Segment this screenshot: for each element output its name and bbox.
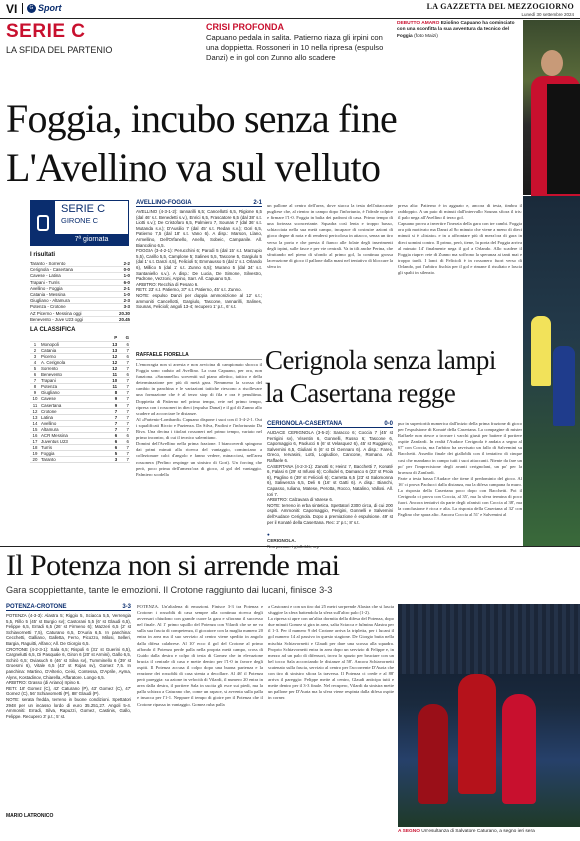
standings-games: 7 (118, 457, 130, 463)
standings-games: 7 (118, 426, 130, 432)
potenza-col1: POTENZA. Un'altalena di emozioni. Finisce 3-3 tra Potenza e Crotone: i rossoblù di casa sempre alla continua ricerca degli avversari chiudono con grande cuore la gara e sfiorano il successo nel finale. Al 1' primo squillo del Potenza con Vilardi che se ne va sulla sua fascia di competenza, il giocatore con la maglia numero 20 entra in area ma il suo servizio al centro viene spedito in angolo dalla difesa calabrese. Al 10' ecco il gol del Crotone al primo affondo il Potenza perde palla nella propria metà campo, cross di Guido dalla destra e colpo di testa di Gomez che in elevazione brucia il centrale di casa e mette dentro per l'1-0 in favore degli ospiti. Il Potenza accusa il colpo dopo una buona partenza e la reazione dei rossoblù di casa stenta a decollare. Al 46' il Potenza però pareggia: su azione in velocità di Vilardi, il numero 20 entra in area dalla destra, il portiere Sala in uscita gli esce sui piedi, ma la palla schizza a Caturano che, come un rapace, si avventa sulla palla e insacca per l'1-1. Neppure il tempo di gioire per il Potenza che il Crotone ripassa in vantaggio. Gomez ruba palla (137, 604, 263, 707)
cerignola-lead (267, 526, 393, 544)
standings-games: 7 (118, 347, 130, 353)
standings-pts: 6 (103, 445, 118, 451)
standings-games: 7 (118, 445, 130, 451)
kicker-text: Capuano pedala in salita. Patierno riaza gli irpini con una doppietta. Rossoneri in 10 nella ripresa (espulso Danzi) e in gol con Zunno allo scadere (206, 33, 384, 62)
result-score: 2-3 (123, 298, 130, 304)
sport-label: Sport (38, 3, 62, 13)
standings-team: Catania (40, 347, 103, 353)
standings-pos: 17 (30, 439, 40, 445)
result-score: 2-1 (123, 285, 130, 291)
standings-games: 7 (118, 408, 130, 414)
photo-coach (523, 20, 580, 195)
standings-label: LA CLASSIFICA (30, 327, 76, 333)
avellino-box-title: AVELLINO-FOGGIA (136, 200, 192, 206)
result-score: 2-2 (123, 261, 130, 266)
standings-games: 7 (118, 365, 130, 371)
potenza-subheadline: Gara scoppiettante, tante le emozioni. Il Crotone raggiunto dai lucani, finisce 3-3 (6, 585, 333, 595)
standings-pts: 12 (103, 353, 118, 359)
debut-caption-text: Eziolino Capuano ha cominciato con una sconfitta la sua avventura da tecnico del Foggia (397, 21, 515, 39)
standings-team: Avellino (40, 420, 103, 426)
photo-coach-head (541, 50, 563, 76)
standings-team: Turris (40, 445, 103, 451)
cerignola-box-score: 0-0 (384, 421, 393, 427)
standings-pts: 5 (103, 451, 118, 457)
standings-team: Crotone (40, 408, 103, 414)
standings-games: 7 (118, 420, 130, 426)
standings-row (30, 457, 130, 463)
logo-mark (37, 215, 49, 231)
standings-pts: 9 (103, 396, 118, 402)
debut-caption-label: DEBUTTO AMARO (397, 21, 440, 26)
cerignola-headline2: la Casertana regge (265, 378, 456, 408)
sport-logo-icon: G (27, 4, 36, 13)
result-match: Avellino - Foggia (30, 285, 63, 291)
potenza-box-score: 3-3 (122, 604, 131, 610)
results-list (30, 261, 130, 323)
standings-games: 7 (118, 402, 130, 408)
standings-pts: 11 (103, 372, 118, 378)
standings-team: Foggia (40, 451, 103, 457)
standings-table-wrap (30, 335, 130, 463)
standings-team: Picerno (40, 353, 103, 359)
standings-table (30, 335, 130, 463)
potenza-box-header (6, 604, 131, 611)
standings-team: Potenza (40, 384, 103, 390)
standings-pos: 2 (30, 347, 40, 353)
kicker-label: CRISI PROFONDA (206, 22, 285, 32)
section-divider (0, 546, 580, 547)
result-score: 6-0 (123, 279, 130, 285)
standings-games: 7 (118, 384, 130, 390)
serie-c-logo-icon (31, 201, 55, 245)
standings-pts: 13 (103, 341, 118, 347)
sport-logo (27, 3, 62, 13)
result-score: 20.45 (119, 316, 130, 322)
photo-caturano-player-3 (418, 704, 448, 804)
photo-caturano-player-1 (458, 674, 496, 794)
standings-pos: 1 (30, 341, 40, 347)
avellino-author-rule (136, 359, 262, 360)
photo-match (523, 196, 580, 546)
standings-pos: 7 (30, 378, 40, 384)
standings-games: 7 (118, 451, 130, 457)
standings-pts: 11 (103, 384, 118, 390)
potenza-box-text: POTENZA (4-3-3): Alastra 5; Riggio 5, Sciacca 5,5, Verrengia 5,5, Rillo 5 (45' st Burgio sv); Castorani 5,5 (6' st Glaudi 6,5), Felippe 6,5, Erradi 6,5 (26' st Firmeno 6); Mazzeri 6,5 (2' st Schiavornetti 7,5), Caturano 6,5, D'Auria 6,5. In panchina: Cecchetti, Galliano, Galletta, Ferro, Picozzo, Milosi, Selleri, Bargia, Raguitti, Alfano; All. De Giorgio 6,5. CROTONE (4-2-3-1): Sala 6,5; Rispoli 6 (31' st Guerini 6,5), Cargnelutti 6,5, Di Pasquale 6, Giron 6 (20' st Armini), Gallo 6,5, Schirò 6,5; Oviasuch 6 (46' st Silva sv), Tumminello 6 (39' st Groesmi 6), Vitale 6,5 (43' st Rojas sv), Gomez 7,5. In panchina: Martino, D'Alterio, Ceisi, Contessa, D'Aprile, Ayma, Alyns, Kostadinov, Chiarella, Affaratore. Longo 6,5. ARBITRO: Grasso (di Ariano) Irpino 6. RETI: 18' Gomez (C), 42' Caturano (P), 43' Gomez (C), 47' Gomez (C), 56' Schiavornetti (P), 88' Glaudi (P). NOTE: serata fredda, terreno in buone condizioni. Spettatori 2948 per un incasso lordo di euro 35.251,27. Angoli 5-4. Ammoniti: Erradi, Silva, Rapuzzi, Gomez, Castinis, Gallo, Felippe. Recupero 3' p.t.; 5' st. (6, 613, 131, 719)
photo-caturano-player-2 (502, 694, 536, 804)
photo-caturano-crowd (398, 604, 580, 674)
standings-games: 6 (118, 439, 130, 445)
photo-caturano (398, 604, 580, 827)
round-badge: 7ª giornata (55, 234, 128, 245)
potenza-author: MARIO LATRONICO (6, 813, 54, 819)
standings-pos: 14 (30, 420, 40, 426)
standings-team: Juventus U23 (40, 439, 103, 445)
cerignola-box-text: AUDACE CERIGNOLA (3-5-2): Saracco 6; Coccia 7 (45' st Ferrigini sv), Visentin 6, Gonnelli, Russo 6; Tascone 6, Capomaggio 6, Paolucci 6 (6' st Velasquez 6), 45' st Ruggiero), Salvemini 6,5, Giuliani 6 (6' st Di Gennaro 6). A disp.: Fares, Greco, Iervasini, Lotti, Logiudice, Cancone, Romano. All. Raffaele 6. CASERTANA (4-2-3-1): Zanotti 6; Heinz 7, Bacchetti 7, Konaté 6, Falasi 6 (29' st Infussi 6); Collodel 6, Damasco 6 (23' st Proia 6), Paglino 6 (39' st Felicioli 6); Carretta 6,5 (23' st Salomonna 6), Saliwenza 6,5, Deli 6 (16' st Gatti 6). A disp.: Bianchi, Capasso, Iuliano, Matese, Perotta, Rocco, Natalino, Vallosi. All. Iori 7. ARBITRO: Calzavara di Varese 6. NOTE: terreno in erba sintetica. Spettatori 2300 circa, di cui 200 ospiti. Ammoniti: Capomaggio, Perigini, Gonnelli e Salvemini dell'Audace Cerignola. Dopo a premiazione è espulsione. 49' st per il Konaté della Casertana. Rec: 2' p.t.; 8' s.t. (267, 430, 393, 525)
photo-caption-text: Un'esultanza di Salvatore Caturano, a segno ieri sera (421, 829, 535, 834)
standings-games: 6 (118, 353, 130, 359)
potenza-box-title: POTENZA-CROTONE (6, 604, 67, 610)
standings-games: 7 (118, 390, 130, 396)
cerignola-box-title: CERIGNOLA-CASERTANA (267, 421, 343, 427)
photo-player-2 (553, 346, 575, 426)
cerignola-box-header (267, 421, 393, 428)
standings-games: 6 (118, 372, 130, 378)
standings-games: 7 (118, 414, 130, 420)
standings-pts: 7 (103, 426, 118, 432)
standings-pos: 9 (30, 390, 40, 396)
debut-caption-credit: (foto Maizi) (414, 33, 438, 39)
cerignola-lead-label: CERIGNOLA. (267, 538, 296, 544)
standings-pts: 6 (103, 433, 118, 439)
result-score: 1-0 (123, 291, 130, 297)
standings-pts: 7 (103, 414, 118, 420)
standings-pts: 7 (103, 408, 118, 414)
potenza-col2: a Castorani e con un tiro dai 25 metri sorprende Alastra che si lascia sfuggire la sfera battendola la sfera sull'altro palo (1-2). La ripresa si apre con un'altra dormita della difesa del Potenza, dopo due minuti Gomez si gira in area, salta Sciacca e fulmina Alastra per il 1-3. Per il numero 9 del Crotone arriva la tripletta, per i lucani il gol numero 14 al passivo in questo stagione. De Giorgio butta nella mischia Schiavornetti e Glaudi per dare una scossa alla squadra. Proprio Schiavornetti entra in area dopo un servizio di Felippe e, in mezzo ad un palo di difensori, trova lo spazio per bruciare con un bel tocco Sala accorciando le distanze al 58'. Ancora Schiavornetti scatenato sulla fascia, servizio al centro per l'accorrente D'Auria che con tiro di sinistro sfiora la traversa. Il Potenza ci crede e al 88' arriva il pareggio: Felippe mette al centro, Glaudi anticipa tutti e mette dentro per il 3-3 finale. Nel recupero, Vilardi da sinistra mette un pallone per D'Auria ma la sfera viene respinta dalla difesa ospite in corner. (268, 604, 394, 701)
standings-team: Taranto (40, 457, 103, 463)
standings-pts: 7 (103, 420, 118, 426)
potenza-headline: Il Potenza non si arrende mai (6, 549, 340, 582)
result-score: 20.30 (119, 310, 130, 316)
standings-team: Benevento (40, 372, 103, 378)
debut-caption (397, 21, 522, 40)
photo-player-1 (531, 316, 551, 386)
standings-pts: 3 (103, 457, 118, 463)
cerignola-lead-icon: ● (267, 532, 270, 538)
standings-team: Monopoli (40, 341, 103, 347)
section-title: SERIE C (6, 21, 86, 42)
standings-team: Sorrento (40, 365, 103, 371)
article-col1: L'emorragia non si arresta e non avvicina di campionato sbocca il Foggia sono caduto ad Avellino. La cura Capuano, per ora, non funziona. «Sarannello» sorveniti sul piano atletico, tattico e della determinazione per più di metà gara. Nemmeno la scossa del cambio in panchina e le variazioni tattiche riescono a risollevare una formazione che è al terzo stop di fila e ora è penultima. Doppietta di Patierno nel primo tempo, rete nel primo tempo, ripresa con i rossoneri in dieci (espulso Danzi) e il gol di Zunno allo scadere ad accorciare le distanze. Al «Partenio-Lombardi» Capuano dispone i suoi con il 3-4-2-1. Out i squalificati Riccio e Pazienza. Da Silva, Paolini e l'infortunato Da Riva. Una decina i titolari rossoneri nel primo tempo, variato nel primo incontro, di cui il tecnico salernitano. Domini dell'Avellino nella prima frazione. I biancoverdi spingono dai primi minuti alla ricerca del vantaggio, cominciano a collezionare calci d'angolo e fanno vedere, minacciosi, nell'area rossonera (Perlino respinge un sinistro di Gori). Un forcing che però, poco prima dell'amezz'ora di gioco, al gol del vantaggio. Palmiero scodella (136, 362, 262, 477)
photo-caption-label: A SEGNO (398, 829, 420, 834)
standings-pts: 6 (103, 439, 118, 445)
standings-pos: 10 (30, 396, 40, 402)
standings-pos: 8 (30, 384, 40, 390)
standings-team: Cavese (40, 396, 103, 402)
result-match: Potenza - Crotone (30, 304, 66, 310)
standings-team: Trapani (40, 378, 103, 384)
standings-pos: 18 (30, 445, 40, 451)
results-label: I risultati (30, 252, 56, 258)
standings-team: Giugliano (40, 390, 103, 396)
section-subtitle: LA SFIDA DEL PARTENIO (6, 45, 113, 55)
standings-pos: 15 (30, 426, 40, 432)
result-match: Giugliano - Altamura (30, 298, 70, 304)
standings-pos: 4 (30, 359, 40, 365)
standings-team: Latina (40, 414, 103, 420)
standings-pts: 12 (103, 359, 118, 365)
header-games: G (118, 335, 130, 341)
result-match: Taranto - Sorrento (30, 261, 66, 266)
cerignola-headline1: Cerignola senza lampi (265, 345, 496, 375)
avellino-box-header (136, 200, 262, 207)
result-match: Benevento - Juve U23 oggi (30, 316, 83, 322)
cerignola-col2: pur in superiorità numerica dall'inizio della prima frazione di gioco per l'espulsione di Konaté della Casertana. La compagine di mister Raffaele non riesce a trovare i varchi giusti per battere il portiere ospite Zanfardi. In realtà l'Audace Cerignola è andata a segno al 67' con Coccia, ma l'arbitro ha ravvisato un fallo di Salvemini su Bacchetti. Assedio finale dei gialloblù con il tentativo di cinque casi che mandano in campo tutti i suoi attaccanti. Niente da fare un po' per l'imprecisione degli avanti cerignolani, un po' per la bravura di Zanfardi. Parte a testa bassa l'Audace che tiene il predominio del gioco. Al 16' ci prova Paolucci dalla distanza, ma la difesa campana fa muro. La risposta della Casertana poco dopo con Bacchetti. Poi il Cerignola ci prova con Coccia, al 35', ma la sfera termina di poco fuori. Ancora tentativi da parte degli ofanisti con Coccia al 38', ma la conclusione è ricca e alta. La risposta della Casertana al 32' con Paglino che spara alto. Ancora Coccia al 51' e Salvemini al (398, 421, 522, 518)
standings-team: Altamura (40, 426, 103, 432)
standings-team: ACR Messina (40, 433, 103, 439)
result-score: 1-0 (123, 273, 130, 279)
article-col3: presa alta: Patierno è in agguato e, ancora di testa, timbra il raddoppio. A un paio di minuti dall'intervallo Sounas sfiora il tris: il palo nega all'Avellino il terzo gol. Capuano prova a invertire l'inerzia della gara con tre cambi. Foggia ora più motivato ma Danzi al 8o minuto che viene a meno di dieci minuti si è «listato» e in a affrontare più di mezz'ora di gara in dieci uomini contro. Il primo, però, tiene, la porta del Foggia arriva al minuto 14' finalmente nega il gol a Orlando. Allo scadere il Foggia riapre: rete di Zunno ma soffrono la speranza ai tanti mai e troppo tardi. I lanci di Felicioli è in rossonero fuori verso di Orlando, poi l'arbitro fischia per il gol e rimane il risultato e lascia gli spalti in silenzio. (398, 203, 522, 276)
standings-games: 7 (118, 378, 130, 384)
standings-pos: 3 (30, 353, 40, 359)
standings-team: Casertana (40, 402, 103, 408)
issue-date: Lunedì 30 settembre 2024 (521, 12, 574, 17)
standings-games: 6 (118, 433, 130, 439)
standings-pos: 13 (30, 414, 40, 420)
avellino-box-text: AVELLINO (4-3-1-2): Iannarilli 6,5; Cancellotti 6,5, Rigione 6,5 (dal 46' s.t. Benedetti s.v.), Enrici 6,5, Frascatore 6,5 (dal 38' s.t. Liotti s.v.); De Cristofaro 6,5, Palmiero 7, Sounas 7 (dal 36' s.t. Mutanda s.v.); D'Ausilio 7 (dal 45' s.t. Redan s.v.); Gori 6,5, Patierno 7,5 (dal 18' s.t. Vano 6). A disp.: Marson, Llano, Armellino, Dell'Orfanello, Anello, Sobeic, Campanile. All. Biancolino 6,5. FOGGIA (3-4-2-1): Perucchini 6; Parodi 5 (dal 15' s.t. Marzupio 5,5), Carillo 5,5, Camplone 5; Salines 5,5, Tascone 5, Gargiulo 5 (dal 1' s.t. Danzi 4,5), Felicioli 5; Emmausso 5 (dal 1' s.t. Orlando 6), Millico 5 (dal 1' s.t. Zunno 6,5); Murano 5 (dal 34' s.t. Santaniello s.v.). A disp.: De Lucia, De Simone, Silvestro, Padrone, Vezzoni, Arpino, Sarr. All. Capuano 5,5. ARBITRO: Recchia di Pesaro 6. RETI: 23' s.t. Patierno, 37' s.t. Patierno, 45' s.t. Zunno. NOTE: espulso Danzi per doppia ammonizione al 12' s.t.; ammoniti Cancellotti, Gargiulo, Tascone, Iannarilli, Salines, Sounas, Felicioli; angoli 13-4; recupero 1' p.t., 6' s.t. (136, 209, 262, 310)
result-match: Cavese - Latina (30, 273, 61, 279)
serie-c-logo-box (30, 200, 129, 246)
photo-caturano-caption (398, 829, 580, 834)
standings-games: 6 (118, 341, 130, 347)
standings-team: A. Cerignola (40, 359, 103, 365)
photo-coach-stripe (547, 84, 580, 194)
main-headline-line1: Foggia, incubo senza fine (6, 96, 397, 141)
standings-pts: 9 (103, 402, 118, 408)
avellino-box-score: 2-1 (253, 200, 262, 206)
standings-pos: 20 (30, 457, 40, 463)
standings-games: 7 (118, 359, 130, 365)
standings-body (30, 341, 130, 463)
page-number: VI (6, 2, 18, 16)
result-match: Trapani - Turris (30, 279, 60, 285)
standings-pos: 19 (30, 451, 40, 457)
result-match: Catania - Messina (30, 291, 66, 297)
standings-games: 7 (118, 396, 130, 402)
standings-pts: 8 (103, 390, 118, 396)
result-score: 0-0 (123, 267, 130, 273)
standings-pts: 13 (103, 347, 118, 353)
avellino-author: RAFFAELE FIORELLA (136, 352, 189, 358)
article-col2: un pallone al centro dell'area, dove stacca la testa dell'attaccante pugliese che, al rientro in campo dopo l'infortunio, è l'ideale colpire e firmare l'1-0. Foggia in balia dei padroni di casa. Primo tempo di una fortezza sconcertante. Squadra così lenta e troppo basso, schiacciata nella sua metà campo, incapace di costruire azioni di gioco degne di nota e di rendersi pericolosa in attacco, senza un tiro verso la porta e che presta il fianco alle folate degli inserimenti degli irpini, sulle fasce e per vie centrali. Va in tilt anche Perina, che sfruttando nel pieno di sfondo al primo gol, la continua grossa lacerazione di gioco il pallone dalla mani nel tentativo di bloccare la sfera in (267, 203, 393, 269)
header-pts: P (103, 335, 118, 341)
standings-pos: 16 (30, 433, 40, 439)
result-score: 3-3 (123, 304, 130, 310)
standings-pos: 12 (30, 408, 40, 414)
page-number-divider (22, 3, 23, 14)
standings-pos: 5 (30, 365, 40, 371)
paper-name: LA GAZZETTA DEL MEZZOGIORNO (426, 2, 574, 11)
result-match: AZ Picerno - Messina oggi (30, 310, 82, 316)
logo-group: GIRONE C (61, 216, 99, 225)
result-match: Cerignola - Casertana (30, 267, 73, 273)
header-rule (0, 18, 580, 19)
standings-pos: 11 (30, 402, 40, 408)
standings-pos: 6 (30, 372, 40, 378)
logo-title: SERIE C (61, 203, 106, 215)
result-row (30, 317, 130, 323)
main-headline-line2: L'Avellino va sul velluto (6, 145, 381, 190)
standings-pts: 10 (103, 378, 118, 384)
standings-pts: 12 (103, 365, 118, 371)
